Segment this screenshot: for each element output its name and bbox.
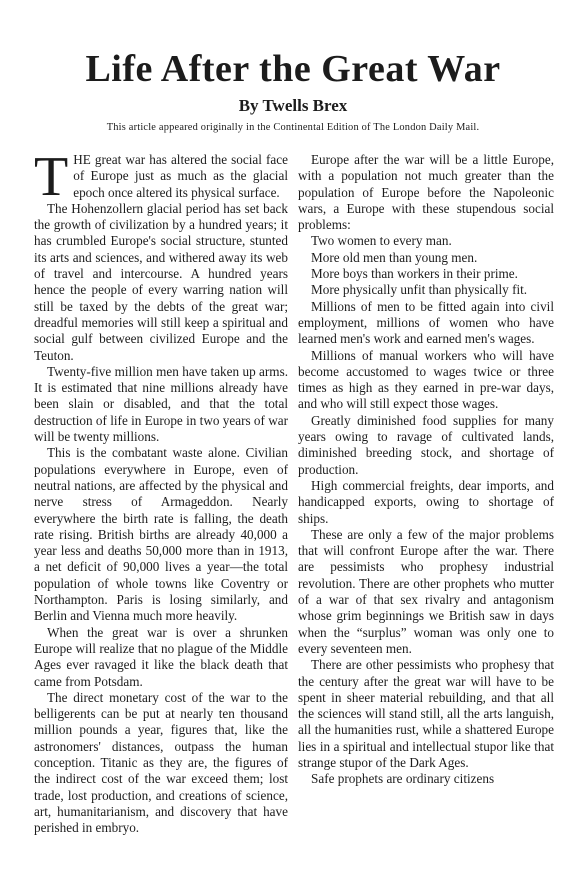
paragraph: This is the combatant waste alone. Civilian populations everywhere in Europe, even of neutral nations, are affected by the physical and nerve stress of Armageddon. Nearly everywhere the birth rate is falling, the death rate rising. British births are already 40,000 a year less and deaths 50,000 more than in 1913, a net deficit of 90,000 lives a year—the total population of whole towns like Coventry or Northampton. Paris is losing similarly, and Berlin and Vienna much more heavily. xyxy=(34,445,288,624)
paragraph: Europe after the war will be a little Europe, with a population not much greater than the population of Europe before the Napoleonic wars, a Europe with these stupendous social problems: xyxy=(298,152,554,233)
opening-paragraph xyxy=(34,146,288,208)
paragraph: There are other pessimists who prophesy that the century after the great war will have to be spent in sheer material rebuilding, and that all the sciences will stand still, all the arts languish, all the humanities rust, while a shattered Europe lies in a spiritual and intellectual stupor like that strange stupor of the Dark Ages. xyxy=(298,657,554,770)
list-item: Two women to every man. xyxy=(311,233,452,249)
opening-paragraph-text: HE great war has altered the social face of Europe just as much as the glacial epoch once altered its physical surface. xyxy=(73,152,288,200)
list-item: More physically unfit than physically fit. xyxy=(311,282,528,298)
drop-cap: T xyxy=(34,146,69,208)
list-item: Greatly diminished food supplies for many years owing to ravage of cultivated lands, diminished breeding stock, and shortage of production. xyxy=(298,412,554,477)
list-item: High commercial freights, dear imports, and handicapped exports, owing to shortage of ships. xyxy=(298,477,554,526)
paragraph: Twenty-five million men have taken up arms. It is estimated that nine millions already have been slain or disabled, and that the total destruction of life in Europe in two years of war will be twenty millions. xyxy=(34,363,288,445)
list-item: Millions of manual workers who will have become accustomed to wages twice or three times as high as they earned in pre-war days, and who will still expect those wages. xyxy=(298,347,554,412)
list-item: Millions of men to be fitted again into civil employment, millions of women who have learned men's work and earned men's wages. xyxy=(298,298,554,347)
article-byline: By Twells Brex xyxy=(238,96,348,115)
list-item: More old men than young men. xyxy=(311,249,478,265)
left-column xyxy=(34,146,288,836)
source-note: This article appeared originally in the Continental Edition of The London Daily Mail. xyxy=(106,122,480,133)
paragraph: Safe prophets are ordinary citizens xyxy=(311,771,495,787)
list-item: More boys than workers in their prime. xyxy=(311,266,518,282)
paragraph: These are only a few of the major problems that will confront Europe after the war. There are pessimists who prophesy industrial revolution. There are other prophets who mutter of a war of that sex rivalry and antagonism whose grim beginnings we British saw in days when the “surplus” woman was only one to every seventeen men. xyxy=(298,526,554,656)
right-column xyxy=(298,152,554,788)
paragraph: When the great war is over a shrunken Europe will realize that no plague of the Middle Ages ever ravaged it like the black death that came from Potsdam. xyxy=(34,624,288,689)
paragraph: The direct monetary cost of the war to the belligerents can be put at nearly ten thousand million pounds a year, figures that, like the astronomers' distances, outpass the human conception. Titanic as they are, the figures of the indirect cost of the war exceed them; lost trade, lost production, and creations of science, art, humanitarianism, and discovery that have perished in embryo. xyxy=(34,689,288,836)
paragraph: The Hohenzollern glacial period has set back the growth of civilization by a hundred years; it has crumbled Europe's social structure, stunted its arts and sciences, and withered away its web of travel and intercourse. A hundred years hence the people of every warring nation will still be taxed by the debts of the great war; dreadful memories will still keep a spiritual and social gulf between civilized Europe and the Teuton. xyxy=(34,200,288,363)
article-title: Life After the Great War xyxy=(85,48,501,90)
